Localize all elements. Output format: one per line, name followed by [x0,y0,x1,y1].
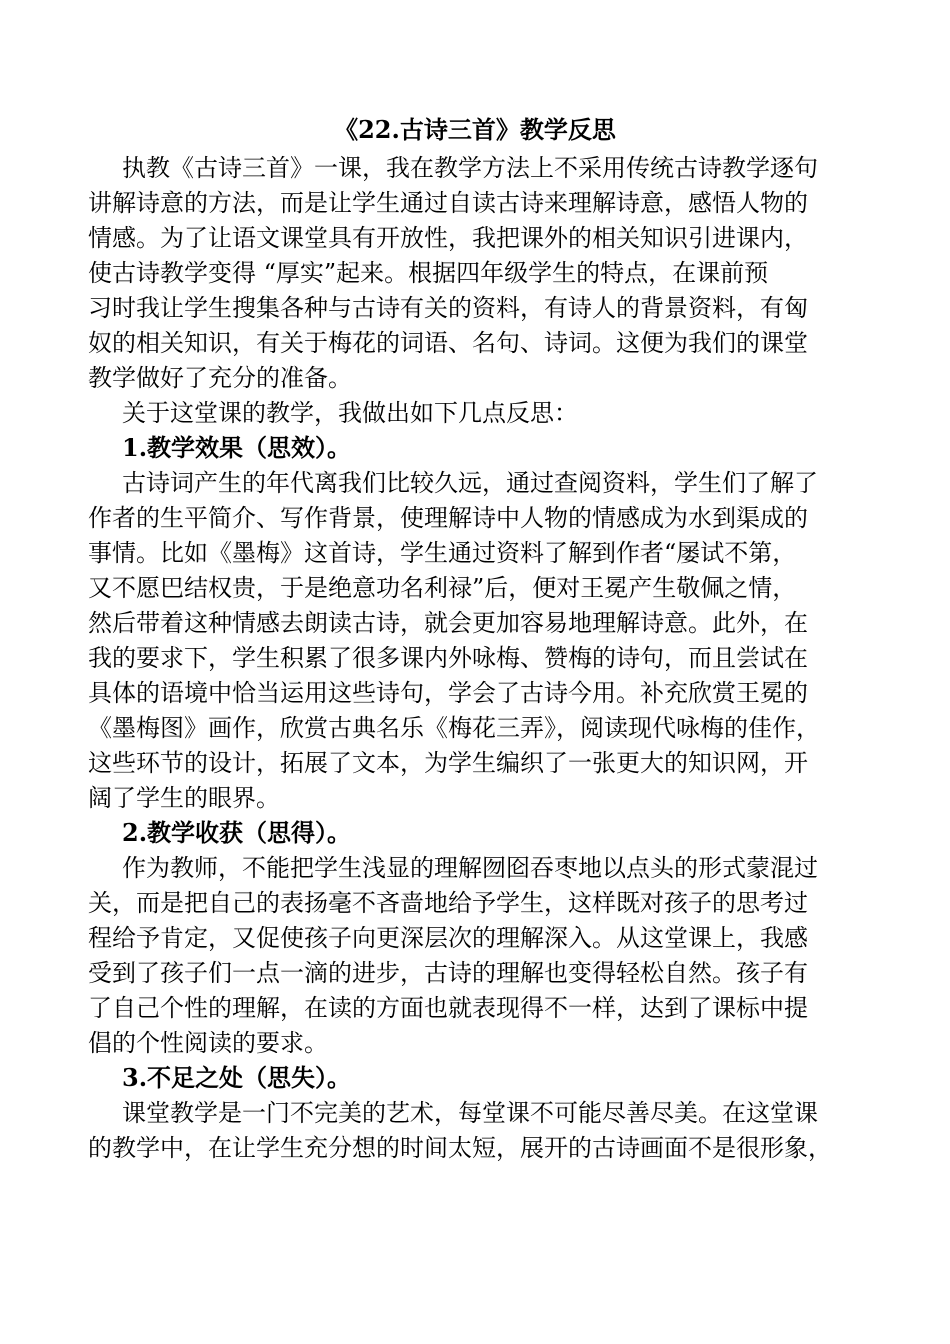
text-line-25: 了自己个性的理解，在读的方面也就表现得不一样，达到了课标中提 [88,994,808,1022]
text-line-17: 《墨梅图》画作，欣赏古典名乐《梅花三弄》，阅读现代咏梅的佳作， [88,714,820,742]
text-line-10: 古诗词产生的年代离我们比较久远，通过查阅资料，学生们了解了 [122,469,818,497]
text-line-15: 我的要求下，学生积累了很多课内外咏梅、赞梅的诗句，而且尝试在 [88,644,808,672]
text-line-2: 讲解诗意的方法，而是让学生通过自读古诗来理解诗意，感悟人物的 [88,189,808,217]
text-line-7: 教学做好了充分的准备。 [88,364,352,392]
text-line-12: 事情。比如《墨梅》这首诗，学生通过资料了解到作者“屡试不第， [88,539,797,567]
text-line-3: 情感。为了让语文课堂具有开放性，我把课外的相关知识引进课内， [88,224,808,252]
section-heading-1: 1.教学效果（思效）。 [122,433,352,462]
text-line-24: 受到了孩子们一点一滴的进步，古诗的理解也变得轻松自然。孩子有 [88,959,808,987]
text-line-23: 程给予肯定，又促使孩子向更深层次的理解深入。从这堂课上，我感 [88,924,808,952]
text-line-8: 关于这堂课的教学，我做出如下几点反思： [122,399,578,427]
text-line-13: 又不愿巴结权贵，于是绝意功名利禄”后，便对王冕产生敬佩之情， [88,574,797,602]
text-line-11: 作者的生平简介、写作背景，使理解诗中人物的情感成为水到渠成的 [88,504,808,532]
text-line-6: 奴的相关知识，有关于梅花的词语、名句、诗词。这便为我们的课堂 [88,329,808,357]
text-line-26: 倡的个性阅读的要求。 [88,1029,328,1057]
section-heading-2: 2.教学收获（思得）。 [122,818,352,847]
text-line-22: 关，而是把自己的表扬毫不吝啬地给予学生，这样既对孩子的思考过 [88,889,808,917]
text-line-28: 课堂教学是一门不完美的艺术，每堂课不可能尽善尽美。在这堂课 [122,1099,818,1127]
text-line-4: 使古诗教学变得 “厚实”起来。根据四年级学生的特点，在课前预 [88,259,769,287]
text-line-1: 执教《古诗三首》一课，我在教学方法上不采用传统古诗教学逐句 [122,154,818,182]
text-line-16: 具体的语境中恰当运用这些诗句，学会了古诗今用。补充欣赏王冕的 [88,679,808,707]
document-title: 《22.古诗三首》教学反思 [334,115,616,144]
text-line-21: 作为教师，不能把学生浅显的理解囫囵吞枣地以点头的形式蒙混过 [122,854,818,882]
text-line-19: 阔了学生的眼界。 [88,784,280,812]
section-heading-3: 3.不足之处（思失）。 [122,1063,352,1092]
text-line-5: 习时我让学生搜集各种与古诗有关的资料，有诗人的背景资料，有匈 [88,294,808,322]
text-line-14: 然后带着这种情感去朗读古诗，就会更加容易地理解诗意。此外，在 [88,609,808,637]
text-line-29: 的教学中，在让学生充分想的时间太短，展开的古诗画面不是很形象， [88,1134,832,1162]
text-line-18: 这些环节的设计，拓展了文本，为学生编织了一张更大的知识网，开 [88,749,808,777]
